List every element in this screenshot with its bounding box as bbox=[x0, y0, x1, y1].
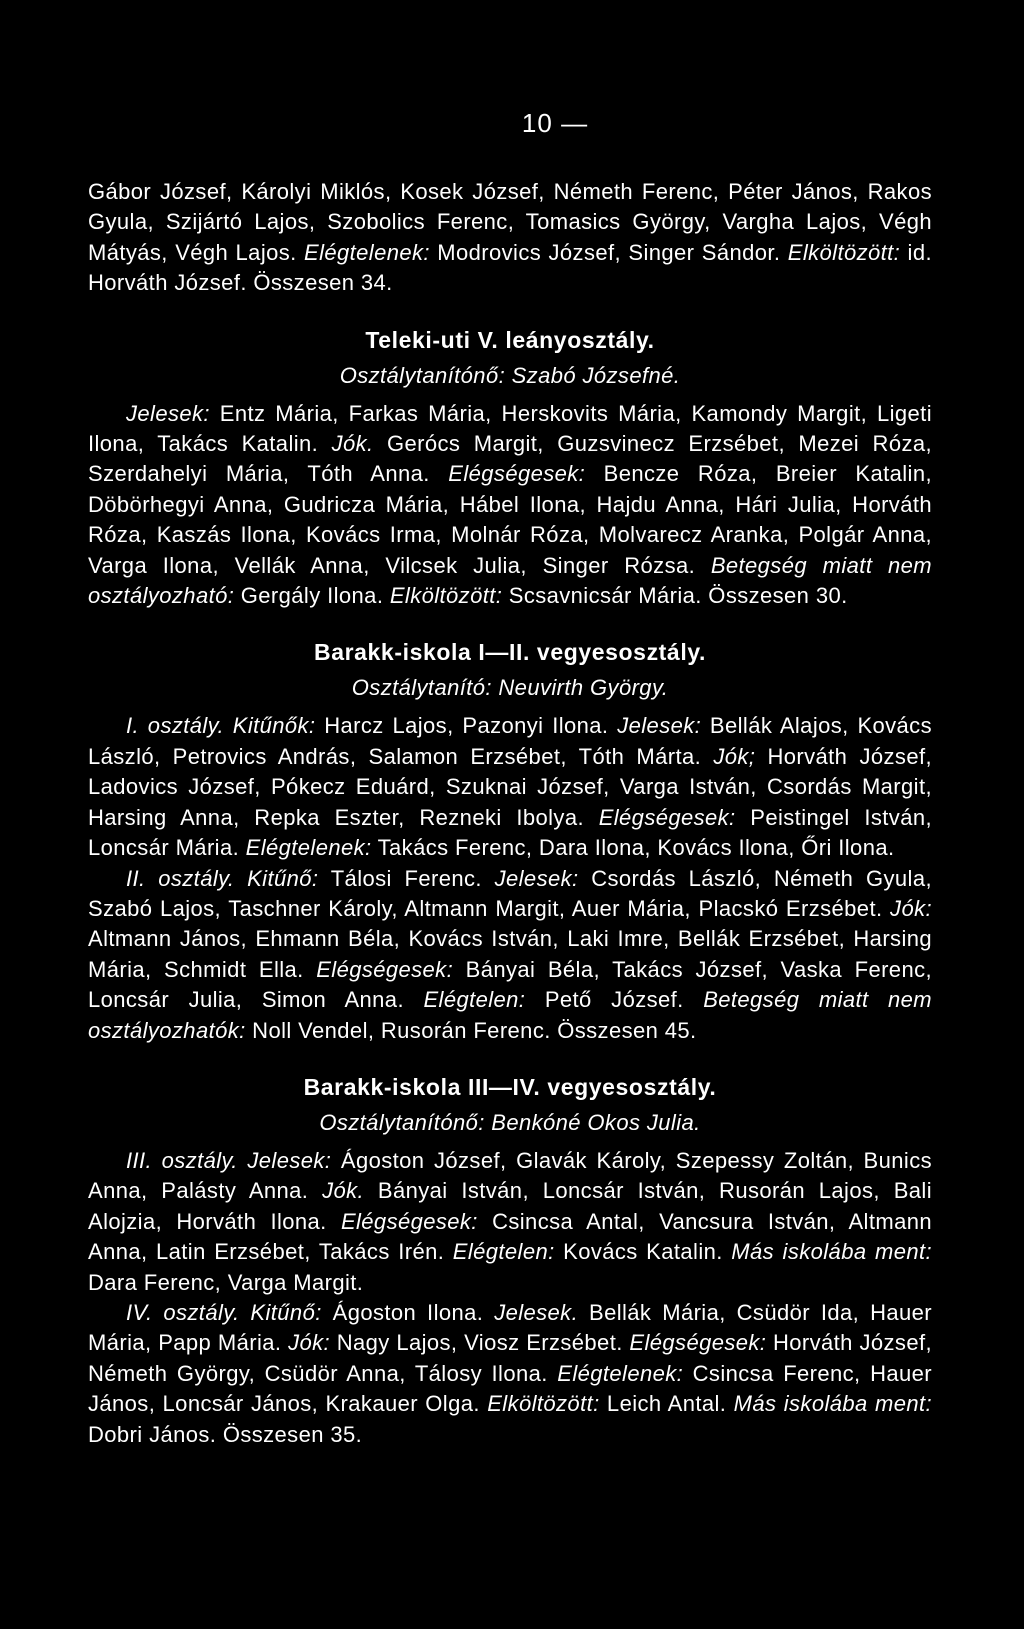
category-label: Jelesek: bbox=[617, 713, 702, 739]
name-list: Csordás László, Németh Gyula, Szabó Lajos, Taschner Károly, Altmann Margit, Auer Mária, Placskó Erzsébet. bbox=[88, 865, 932, 921]
section-heading: Barakk-iskola III—IV. vegyesosztály. bbox=[303, 1073, 717, 1100]
name-list: Bellák Mária, Csüdör Ida, Hauer Mária, Papp Mária. bbox=[88, 1299, 932, 1356]
name-list: Entz Mária, Farkas Mária, Herskovits Mária, Kamondy Margit, Ligeti Ilona, Takács Katalin. bbox=[88, 400, 932, 457]
name-list: Csincsa Ferenc, Hauer János, Loncsár János, Krakauer Olga. bbox=[88, 1360, 932, 1417]
category-label: Jók. bbox=[331, 431, 374, 457]
name-list: Ágoston Ilona. bbox=[321, 1299, 495, 1325]
section-paragraph bbox=[88, 864, 932, 1046]
section-heading: Barakk-iskola I—II. vegyesosztály. bbox=[314, 639, 706, 666]
category-label: Más iskolába ment: bbox=[733, 1391, 932, 1417]
name-list: Nagy Lajos, Viosz Erzsébet. bbox=[330, 1330, 630, 1356]
name-list: Horváth József, Németh György, Csüdör Anna, Tálosy Ilona. bbox=[88, 1330, 932, 1386]
name-list: Dara Ferenc, Varga Margit. bbox=[88, 1269, 364, 1295]
category-label: Elégtelen: bbox=[452, 1239, 555, 1265]
section-teacher: Osztálytanítónő: Benkóné Okos Julia. bbox=[319, 1109, 701, 1135]
section-paragraph bbox=[88, 1146, 932, 1298]
name-list: Takács Ferenc, Dara Ilona, Kovács Ilona, Őri Ilona. bbox=[371, 835, 895, 861]
section-teacher: Osztálytanító: Neuvirth György. bbox=[351, 675, 669, 701]
name-list: Gergály Ilona. bbox=[234, 583, 390, 609]
category-label: IV. osztály. Kitűnő: bbox=[126, 1299, 322, 1325]
intro-text-2: Modrovics József, Singer Sándor. bbox=[429, 239, 788, 265]
name-list: Peistingel István, Loncsár Mária. bbox=[88, 804, 932, 861]
category-label: Betegség miatt nem osztályozható: bbox=[88, 552, 933, 609]
section-paragraph bbox=[88, 711, 932, 863]
section-heading: Teleki-uti V. leányosztály. bbox=[365, 326, 655, 353]
name-list: Csincsa Antal, Vancsura István, Altmann Anna, Latin Erzsébet, Takács Irén. bbox=[88, 1208, 932, 1265]
name-list: Altmann János, Ehmann Béla, Kovács István, Laki Imre, Bellák Erzsébet, Harsing Mária, Schmidt Ella. bbox=[88, 926, 932, 982]
category-label: I. osztály. Kitűnők: bbox=[126, 713, 316, 739]
section-paragraph bbox=[88, 1298, 932, 1450]
category-label: Más iskolába ment: bbox=[731, 1239, 932, 1265]
category-label: Jók: bbox=[288, 1330, 331, 1356]
category-label: III. osztály. Jelesek: bbox=[126, 1147, 332, 1173]
intro-paragraph bbox=[88, 177, 932, 299]
name-list: Gerócs Margit, Guzsvinecz Erzsébet, Mezei Róza, Szerdahelyi Mária, Tóth Anna. bbox=[88, 431, 933, 487]
page-number: 10 — bbox=[521, 108, 589, 138]
intro-text-1: Gábor József, Károlyi Miklós, Kosek József, Németh Ferenc, Péter János, Rakos Gyula, Szijártó Lajos, Szobolics Ferenc, Tomasics György, Vargha Lajos, Végh Mátyás, Végh Lajos. bbox=[88, 179, 932, 265]
category-label: Elégségesek: bbox=[598, 804, 736, 830]
name-list: Bányai Béla, Takács József, Vaska Ferenc, Loncsár Julia, Simon Anna. bbox=[88, 956, 932, 1013]
name-list: Pető József. bbox=[525, 987, 704, 1013]
intro-label-2: Elköltözött: bbox=[787, 239, 901, 265]
category-label: Jelesek. bbox=[494, 1299, 579, 1325]
name-list: Horváth József, Ladovics József, Pókecz Eduárd, Szuknai József, Varga István, Csordás Margit, Harsing Anna, Repka Eszter, Rezneki Ibolya. bbox=[88, 743, 932, 830]
category-label: Elégségesek: bbox=[316, 956, 454, 982]
category-label: II. osztály. Kitűnő: bbox=[126, 865, 319, 891]
name-list: Scsavnicsár Mária. Összesen 30. bbox=[502, 583, 848, 609]
category-label: Elköltözött: bbox=[487, 1391, 600, 1417]
name-list: Leich Antal. bbox=[599, 1391, 734, 1417]
name-list: Bellák Alajos, Kovács László, Petrovics András, Salamon Erzsébet, Tóth Márta. bbox=[88, 713, 932, 769]
intro-label-1: Elégtelenek: bbox=[304, 239, 430, 265]
category-label: Jók: bbox=[890, 895, 932, 921]
category-label: Elégtelenek: bbox=[557, 1360, 684, 1386]
category-label: Elégtelen: bbox=[423, 987, 526, 1013]
category-label: Jók. bbox=[322, 1178, 365, 1204]
category-label: Betegség miatt nem osztályozhatók: bbox=[88, 987, 933, 1043]
name-list: Ágoston József, Glavák Károly, Szepessy Zoltán, Bunics Anna, Palásty Anna. bbox=[88, 1147, 932, 1204]
name-list: Bencze Róza, Breier Katalin, Döbörhegyi Anna, Gudricza Mária, Hábel Ilona, Hajdu Anna, Hári Julia, Horváth Róza, Kaszás Ilona, Kovács Irma, Molnár Róza, Molvarecz Aranka, Polgár Anna, Varga Ilona, Vellák Anna, Vilcsek Julia, Singer Rózsa. bbox=[88, 461, 932, 578]
category-label: Jelesek: bbox=[126, 400, 210, 426]
category-label: Jelesek: bbox=[494, 865, 579, 891]
name-list: Noll Vendel, Rusorán Ferenc. Összesen 45. bbox=[245, 1017, 697, 1043]
name-list: Dobri János. Összesen 35. bbox=[88, 1421, 363, 1447]
section-paragraph bbox=[88, 399, 932, 612]
name-list: Bányai István, Loncsár István, Rusorán Lajos, Bali Alojzia, Horváth Ilona. bbox=[88, 1178, 932, 1234]
category-label: Elégségesek: bbox=[448, 461, 586, 487]
intro-text-3: id. Horváth József. Összesen 34. bbox=[88, 239, 932, 296]
category-label: Elköltözött: bbox=[389, 583, 503, 609]
section-teacher: Osztálytanítónő: Szabó Józsefné. bbox=[339, 362, 681, 388]
name-list: Harcz Lajos, Pazonyi Ilona. bbox=[315, 713, 618, 739]
sections-container bbox=[88, 325, 932, 1450]
category-label: Elégségesek: bbox=[340, 1208, 478, 1234]
category-label: Jók; bbox=[713, 743, 756, 769]
name-list: Kovács Katalin. bbox=[554, 1239, 732, 1265]
category-label: Elégtelenek: bbox=[245, 835, 372, 861]
name-list: Tálosi Ferenc. bbox=[318, 865, 495, 891]
category-label: Elégségesek: bbox=[629, 1330, 767, 1356]
